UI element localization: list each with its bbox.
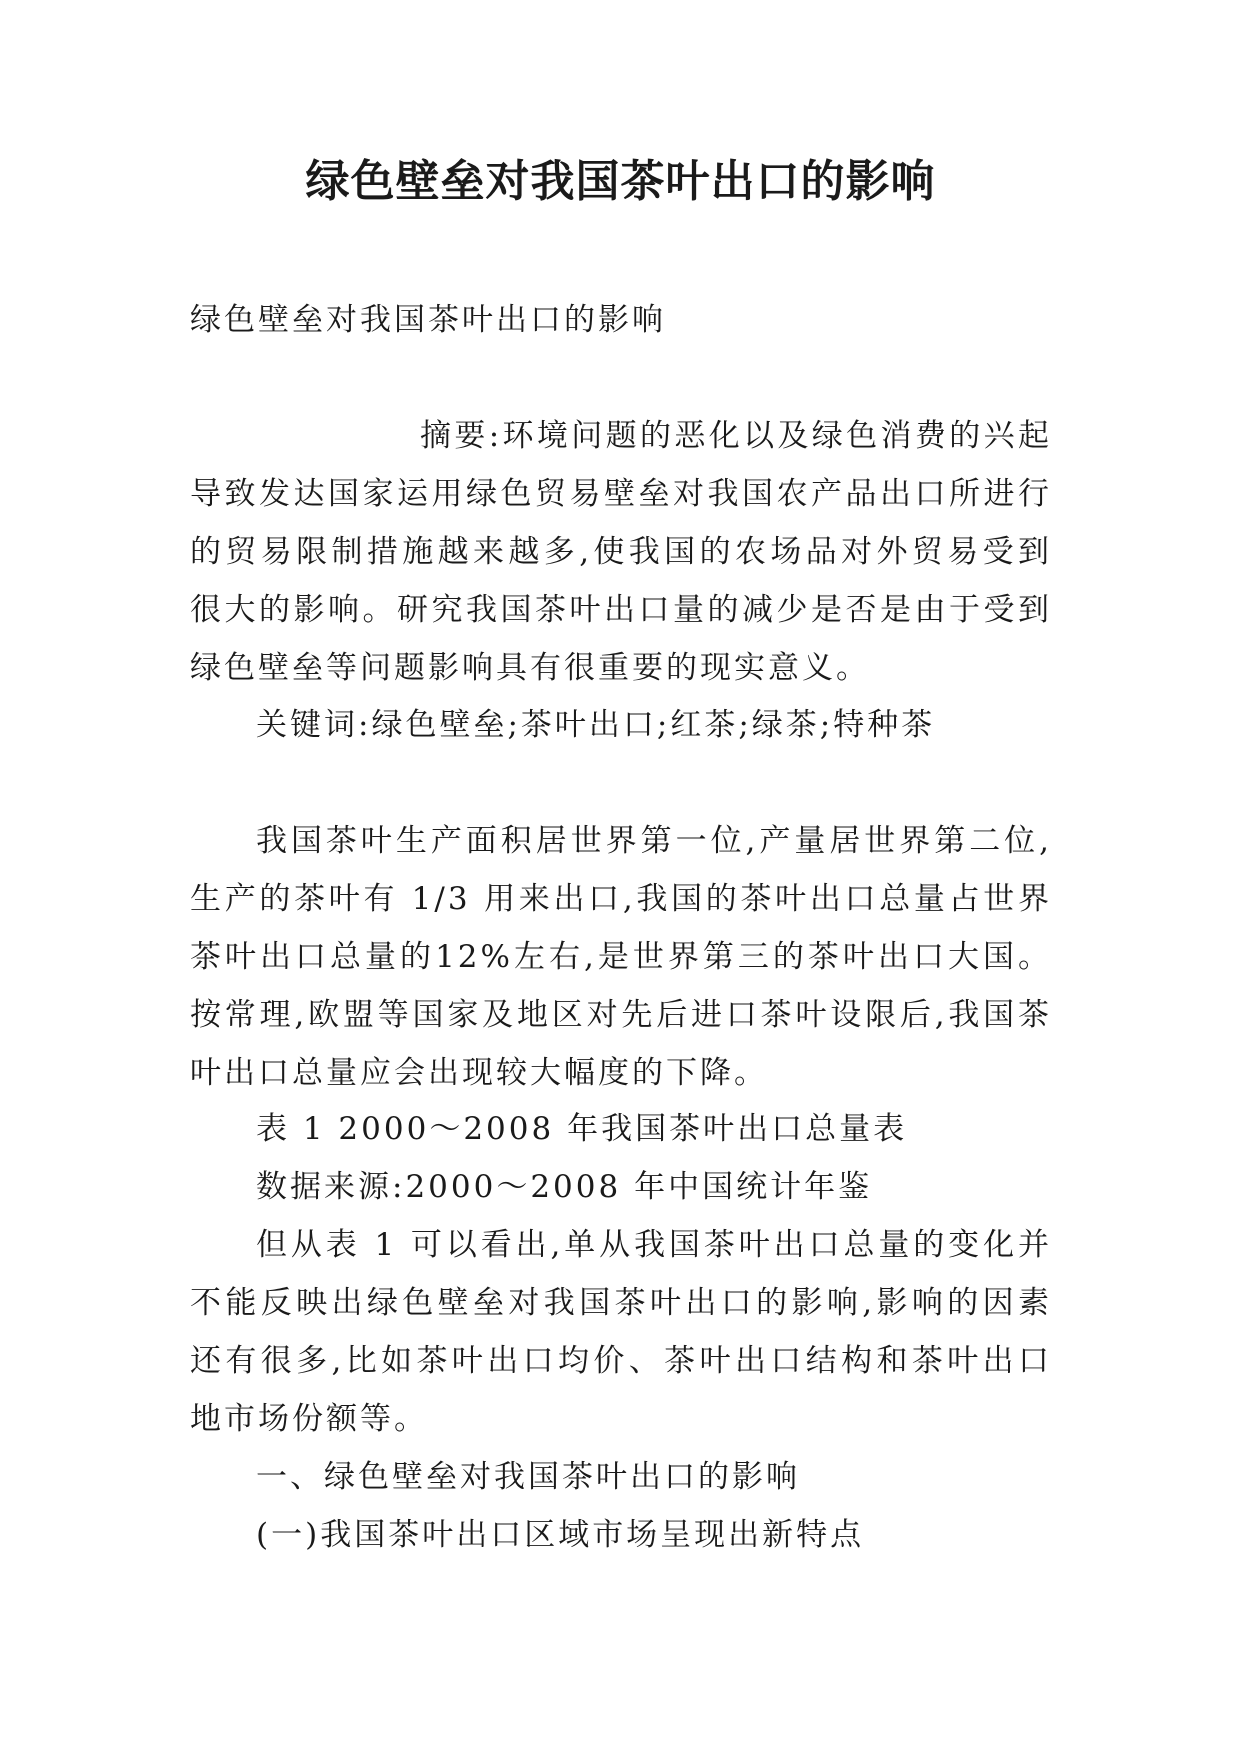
data-source-note: 数据来源:2000～2008 年中国统计年鉴 (256, 1169, 873, 1205)
document-subtitle: 绿色壁垒对我国茶叶出口的影响 (190, 302, 666, 338)
section-heading-1: 一、绿色壁垒对我国茶叶出口的影响 (256, 1459, 800, 1495)
body-paragraph-2: 但从表 1 可以看出,单从我国茶叶出口总量的变化并不能反映出绿色壁垒对我国茶叶出口的影响,影响的因素还有很多,比如茶叶出口均价、茶叶出口结构和茶叶出口地市场份额等。 (190, 1227, 1052, 1437)
table-caption: 表 1 2000～2008 年我国茶叶出口总量表 (256, 1111, 908, 1147)
keywords-line: 关键词:绿色壁垒;茶叶出口;红茶;绿茶;特种茶 (256, 707, 936, 743)
abstract-paragraph: 摘要:环境问题的恶化以及绿色消费的兴起导致发达国家运用绿色贸易壁垒对我国农产品出口所进行的贸易限制措施越来越多,使我国的农场品对外贸易受到很大的影响。研究我国茶叶出口量的减少是否是由于受到绿色壁垒等问题影响具有很重要的现实意义。 (190, 418, 1052, 686)
body-paragraph-1: 我国茶叶生产面积居世界第一位,产量居世界第二位,生产的茶叶有 1/3 用来出口,我国的茶叶出口总量占世界茶叶出口总量的12%左右,是世界第三的茶叶出口大国。按常理,欧盟等国家及地区对先后进口茶叶设限后,我国茶叶出口总量应会出现较大幅度的下降。 (190, 823, 1052, 1091)
subsection-heading-1: (一)我国茶叶出口区域市场呈现出新特点 (256, 1517, 865, 1553)
document-title: 绿色壁垒对我国茶叶出口的影响 (305, 156, 936, 207)
